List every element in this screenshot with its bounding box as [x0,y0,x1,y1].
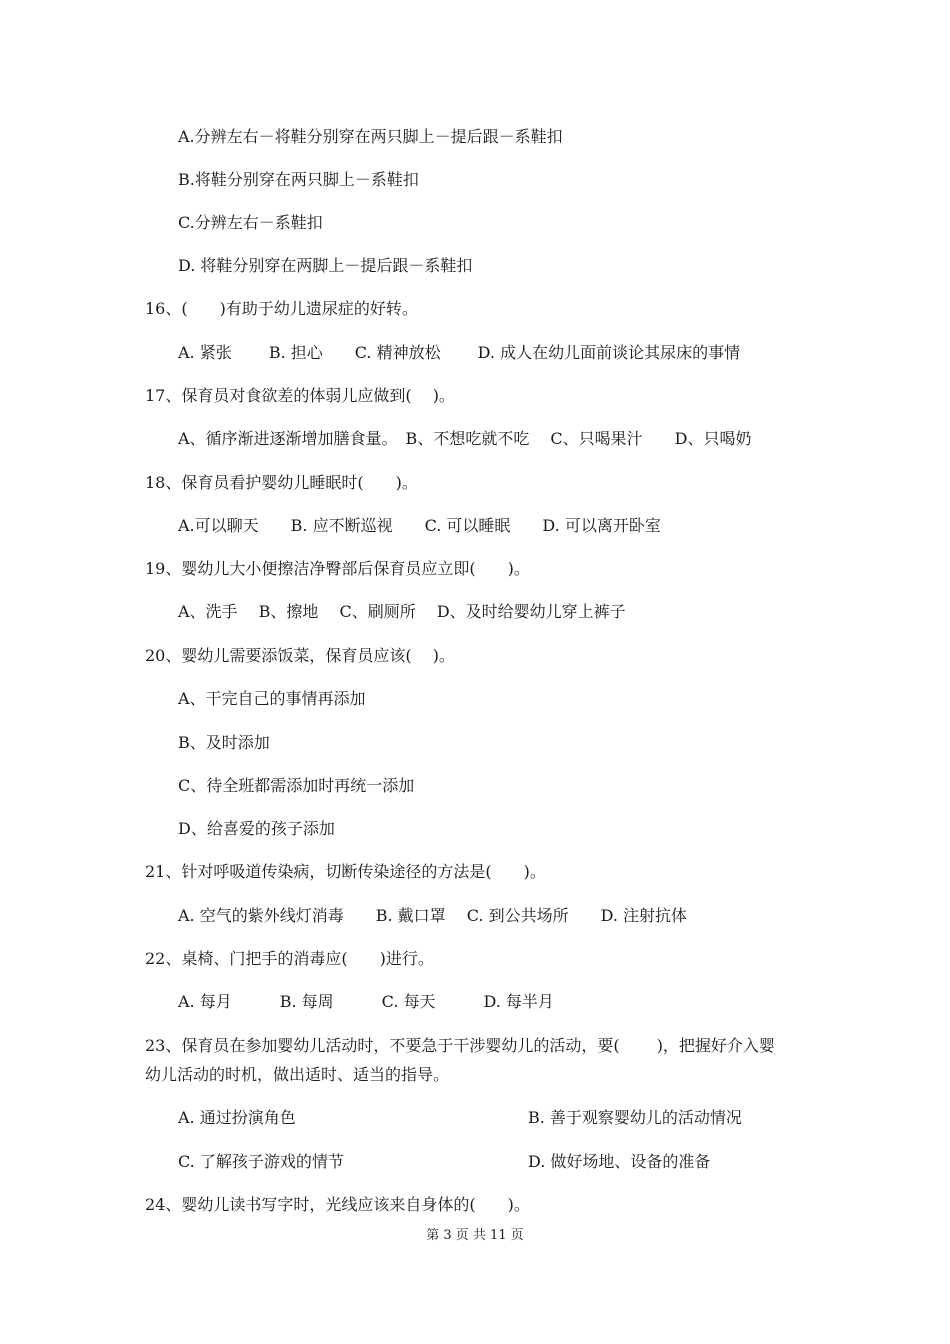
q23-option-a: A. 通过扮演角色 [178,1108,296,1127]
q15-option-d: D. 将鞋分别穿在两脚上－提后跟－系鞋扣 [178,256,473,275]
q22-options: A. 每月 B. 每周 C. 每天 D. 每半月 [178,992,554,1011]
q20-option-c: C、待全班都需添加时再统一添加 [178,776,415,795]
q17-options: A、循序渐进逐渐增加膳食量。 B、不想吃就不吃 C、只喝果汁 D、只喝奶 [178,429,752,448]
q21-options: A. 空气的紫外线灯消毒 B. 戴口罩 C. 到公共场所 D. 注射抗体 [178,906,688,925]
q20-option-a: A、干完自己的事情再添加 [178,689,366,708]
q22-stem: 22、桌椅、门把手的消毒应( )进行。 [145,949,434,968]
q23-option-d: D. 做好场地、设备的准备 [528,1152,711,1171]
q20-option-d: D、给喜爱的孩子添加 [178,819,335,838]
q23-option-c: C. 了解孩子游戏的情节 [178,1152,344,1171]
q21-stem: 21、针对呼吸道传染病，切断传染途径的方法是( )。 [145,862,546,881]
q15-option-c: C.分辨左右－系鞋扣 [178,213,323,232]
q16-stem: 16、( )有助于幼儿遗尿症的好转。 [145,299,418,318]
q17-stem: 17、保育员对食欲差的体弱儿应做到( )。 [145,386,455,405]
q19-options: A、洗手 B、擦地 C、刷厕所 D、及时给婴幼儿穿上裤子 [178,602,626,621]
q18-options: A.可以聊天 B. 应不断巡视 C. 可以睡眠 D. 可以离开卧室 [178,516,661,535]
q16-options: A. 紧张 B. 担心 C. 精神放松 D. 成人在幼儿面前谈论其尿床的事情 [178,343,741,362]
q15-option-a: A.分辨左右－将鞋分别穿在两只脚上－提后跟－系鞋扣 [178,127,563,146]
q23-stem-line1: 23、保育员在参加婴幼儿活动时，不要急于干涉婴幼儿的活动，要( )，把握好介入婴 [145,1036,775,1055]
q24-stem: 24、婴幼儿读书写字时，光线应该来自身体的( )。 [145,1195,530,1214]
q20-stem: 20、婴幼儿需要添饭菜，保育员应该( )。 [145,646,455,665]
q23-option-b: B. 善于观察婴幼儿的活动情况 [528,1108,742,1127]
q19-stem: 19、婴幼儿大小便擦洁净臀部后保育员应立即( )。 [145,559,530,578]
q15-option-b: B.将鞋分别穿在两只脚上－系鞋扣 [178,170,419,189]
q18-stem: 18、保育员看护婴幼儿睡眠时( )。 [145,473,418,492]
q20-option-b: B、及时添加 [178,733,270,752]
page-footer: 第 3 页 共 11 页 [426,1228,524,1243]
q23-stem-line2: 幼儿活动的时机，做出适时、适当的指导。 [145,1065,450,1084]
